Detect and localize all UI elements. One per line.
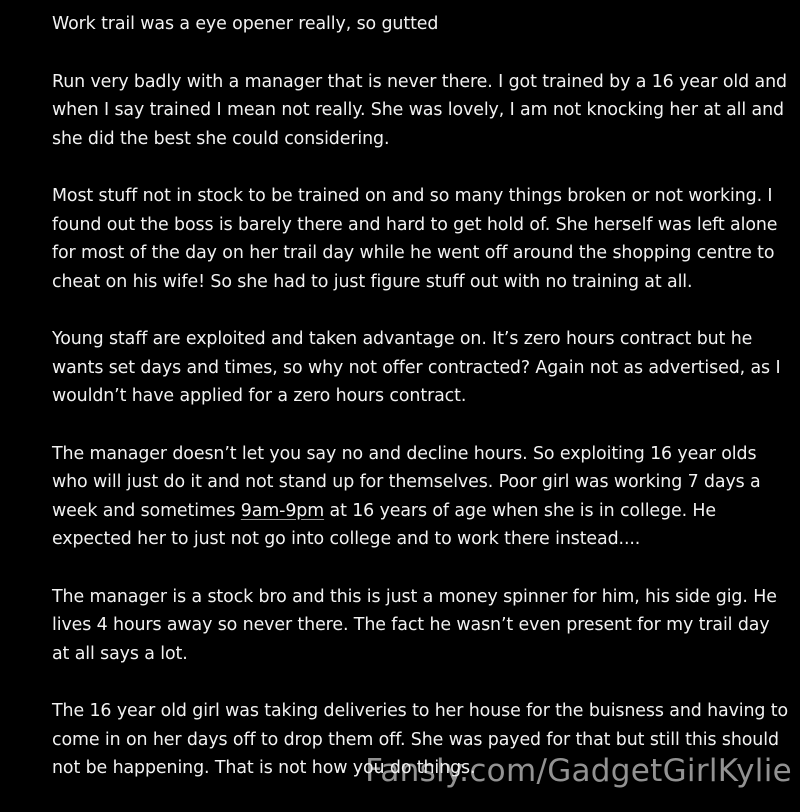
note-paragraph-5: The manager is a stock bro and this is just a money spinner for him, his side gig. He lives 4 hours away so never there. The fact he wasn’t even present for my trail day at all says a lot. xyxy=(52,586,777,664)
notes-text-area[interactable] xyxy=(52,10,792,812)
watermark-text: Fansly.com/GadgetGirlKylie xyxy=(365,753,792,789)
note-title-line: Work trail was a eye opener really, so gutted xyxy=(52,14,439,34)
note-paragraph-4-start: The manager doesn’t let you say no and decline hours. So exploiting 16 year olds who will just do it and not stand up for themselves. Poor girl was working 7 days a week and sometimes xyxy=(52,443,761,521)
note-paragraph-3: Young staff are exploited and taken advantage on. It’s zero hours contract but he wants set days and times, so why not offer contracted? Again not as advertised, as I wouldn’t have applied for a zero hours contract. xyxy=(52,329,781,406)
note-paragraph-4 xyxy=(52,440,792,554)
note-paragraph-2: Most stuff not in stock to be trained on and so many things broken or not working. I found out the boss is barely there and hard to get hold of. She herself was left alone for most of the day on her trail day while he went off around the shopping centre to cheat on his wife! So she had to just figure stuff out with no training at all. xyxy=(52,186,778,292)
note-paragraph-1: Run very badly with a manager that is never there. I got trained by a 16 year old and when I say trained I mean not really. She was lovely, I am not knocking her at all and she did the best she could considering. xyxy=(52,71,787,149)
note-paragraph-6: The 16 year old girl was taking deliveries to her house for the buisness and having to come in on her days off to drop them off. She was payed for that but still this should not be happening. That is not how you do things. xyxy=(52,701,789,778)
time-range-link[interactable]: 9am-9pm xyxy=(240,500,325,521)
note-paragraph-4-end: at 16 years of age when she is in college. He expected her to just not go into college and to work there instead.... xyxy=(52,500,717,549)
